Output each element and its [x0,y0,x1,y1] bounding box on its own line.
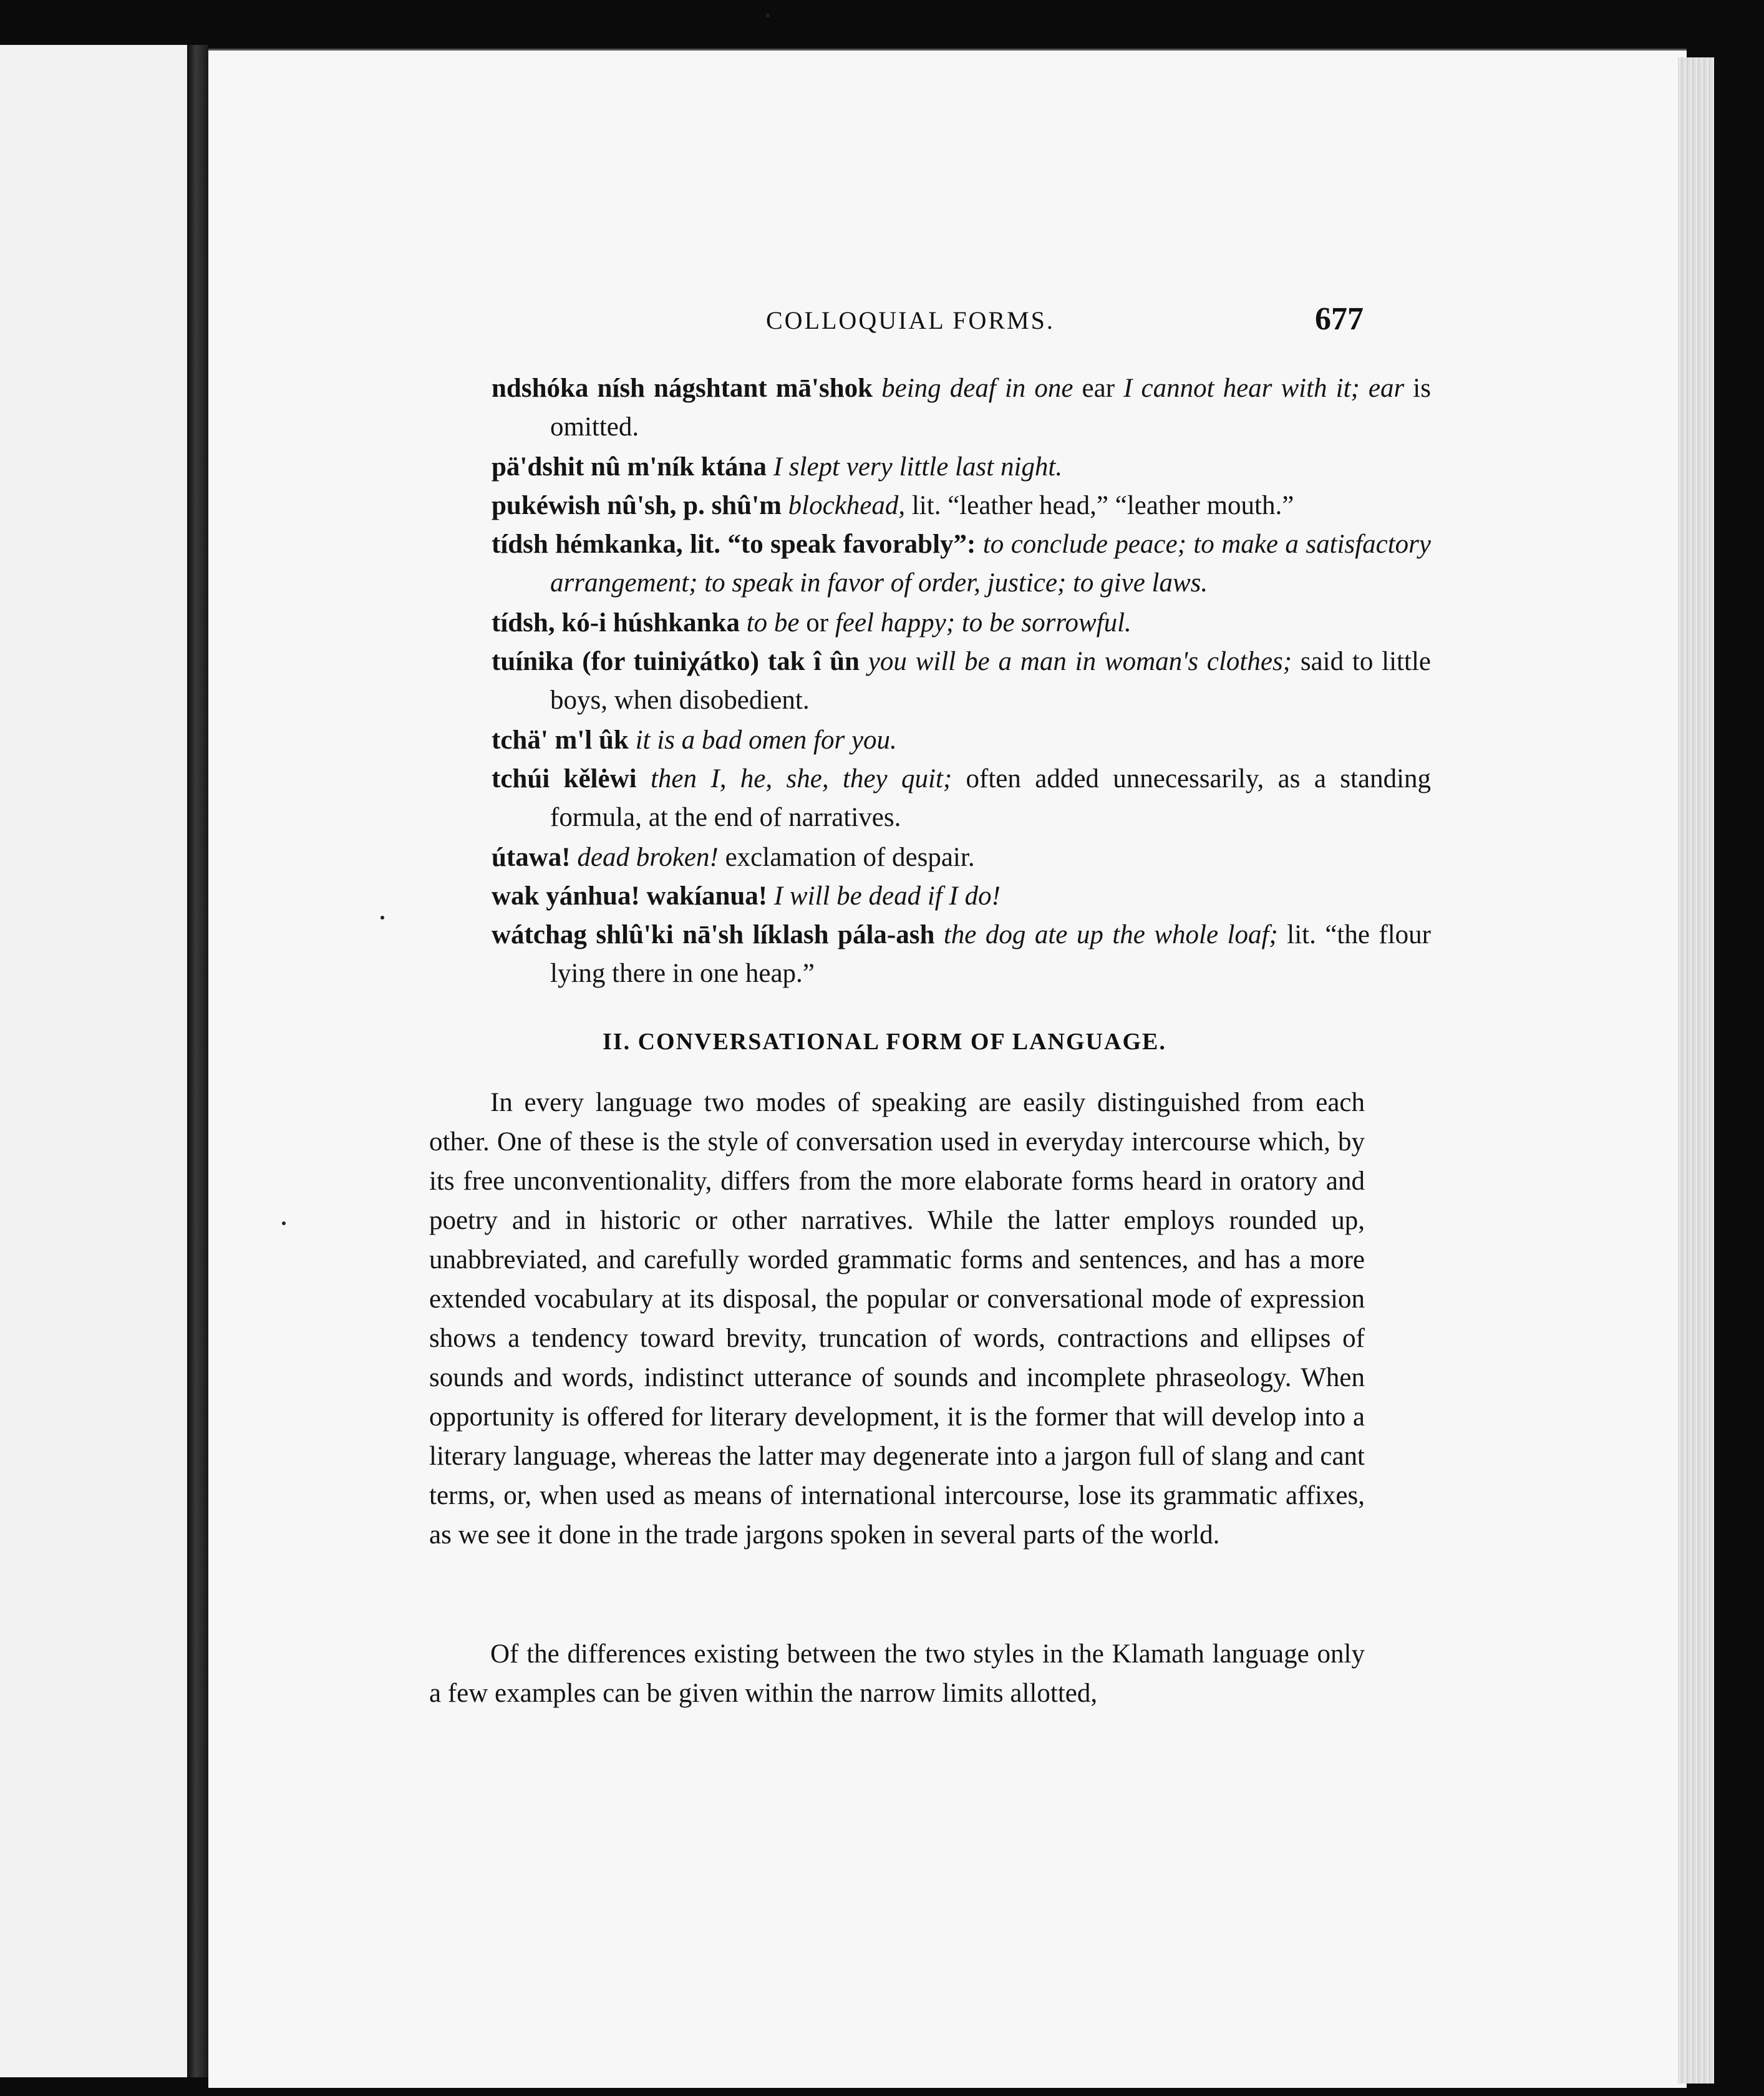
page-edges [1678,57,1714,2084]
entry-phrase: tchúi kělėwi [492,764,637,793]
entry-gloss: I cannot hear with it; ear [1123,374,1405,403]
page-number: 677 [1315,301,1364,337]
entry-gloss: I slept very little last night. [773,452,1063,482]
glossary-entry [492,369,1431,447]
glossary-entry [492,487,1431,525]
scan-speck [766,14,770,17]
entry-phrase: wak yánhua! wakíanua! [492,881,768,911]
running-head: COLLOQUIAL FORMS. [766,306,1055,334]
entry-gloss: to conclude peace; to make a satisfactory arrangement; to speak in favor of order, justice; to give laws. [550,530,1432,598]
entry-gloss: to be [746,608,800,638]
glossary-entry [492,916,1431,993]
glossary-entry [492,525,1431,603]
body-paragraph: In every language two modes of speaking are easily distinguished from each other. One of these is the style of conversation used in everyday intercourse which, by its free unconventionality, differs from the more elaborate forms heard in oratory and poetry and in historic or other narratives. While the latter employs rounded up, unabbreviated, and carefully worded grammatic forms and sentences, and has a more extended vocabulary at its disposal, the popular or conversational mode of expression shows a tendency toward brevity, truncation of words, contractions and ellipses of sounds and words, indistinct utterance of sounds and incomplete phraseology. When opportunity is offered for literary development, it is the former that will develop into a literary language, whereas the latter may degenerate into a jargon full of slang and cant terms, or, when used as means of international intercourse, lose its grammatic affixes, as we see it done in the trade jargons spoken in several parts of the world. [429,1088,1365,1550]
scan-speck [380,916,384,919]
entry-gloss-plain: lit. “the flour lying there in one heap.” [550,920,1432,988]
entry-gloss: I will be dead if I do! [773,881,1001,911]
entry-phrase: pukéwish nû'sh, p. shû'm [492,491,782,520]
glossary-entry [492,643,1431,720]
section-heading: II. CONVERSATIONAL FORM OF LANGUAGE. [603,1029,1166,1055]
entry-phrase: tuínika (for tuiniχátko) tak î ûn [492,647,860,676]
book-page [208,49,1687,2088]
entry-gloss: blockhead, [788,491,906,520]
entry-phrase: tchä' m'l ûk [492,725,629,755]
entry-phrase: ndshóka nísh nágshtant mā'shok [492,374,873,403]
entry-phrase: pä'dshit nû m'ník ktána [492,452,767,482]
glossary-entry [492,448,1431,487]
glossary-entry [492,877,1431,916]
glossary-entry [492,721,1431,760]
entry-gloss-plain: ear [1073,374,1124,403]
entry-gloss-plain: often added unnecessarily, as a standing formula, at the end of narratives. [550,764,1432,832]
entry-phrase: útawa! [492,843,571,872]
glossary-entry [492,604,1431,643]
entry-phrase: tídsh, kó-i húshkanka [492,608,740,638]
entry-gloss: it is a bad omen for you. [635,725,897,755]
glossary-entry [492,760,1431,837]
left-facing-page [0,45,188,2077]
entry-gloss: then I, he, she, they quit; [650,764,952,793]
book-gutter [187,45,208,2077]
scan-background [1714,57,1764,2096]
entry-gloss: being deaf in one [881,374,1073,403]
entry-gloss: you will be a man in woman's clothes; [868,647,1292,676]
entry-gloss-plain: said to little boys, when disobedient. [550,647,1431,715]
entry-gloss-plain: is omitted. [550,374,1431,442]
entry-gloss: feel happy; to be sorrowful. [835,608,1132,638]
scan-speck [282,1221,286,1225]
entry-gloss: dead broken! [577,843,719,872]
glossary-entry [492,838,1431,877]
body-paragraph: Of the differences existing between the two styles in the Klamath language only a few examples can be given within the narrow limits allotted, [429,1639,1365,1708]
entry-gloss-plain: exclamation of despair. [718,843,975,872]
entry-gloss: the dog ate up the whole loaf; [943,920,1278,949]
entry-gloss-plain: lit. “leather head,” “leather mouth.” [905,491,1294,520]
entry-gloss-plain: or [799,608,835,638]
entry-phrase: wátchag shlû'ki nā'sh líklash pála-ash [492,920,935,949]
entry-phrase: tídsh hémkanka, lit. “to speak favorably”: [492,530,976,559]
